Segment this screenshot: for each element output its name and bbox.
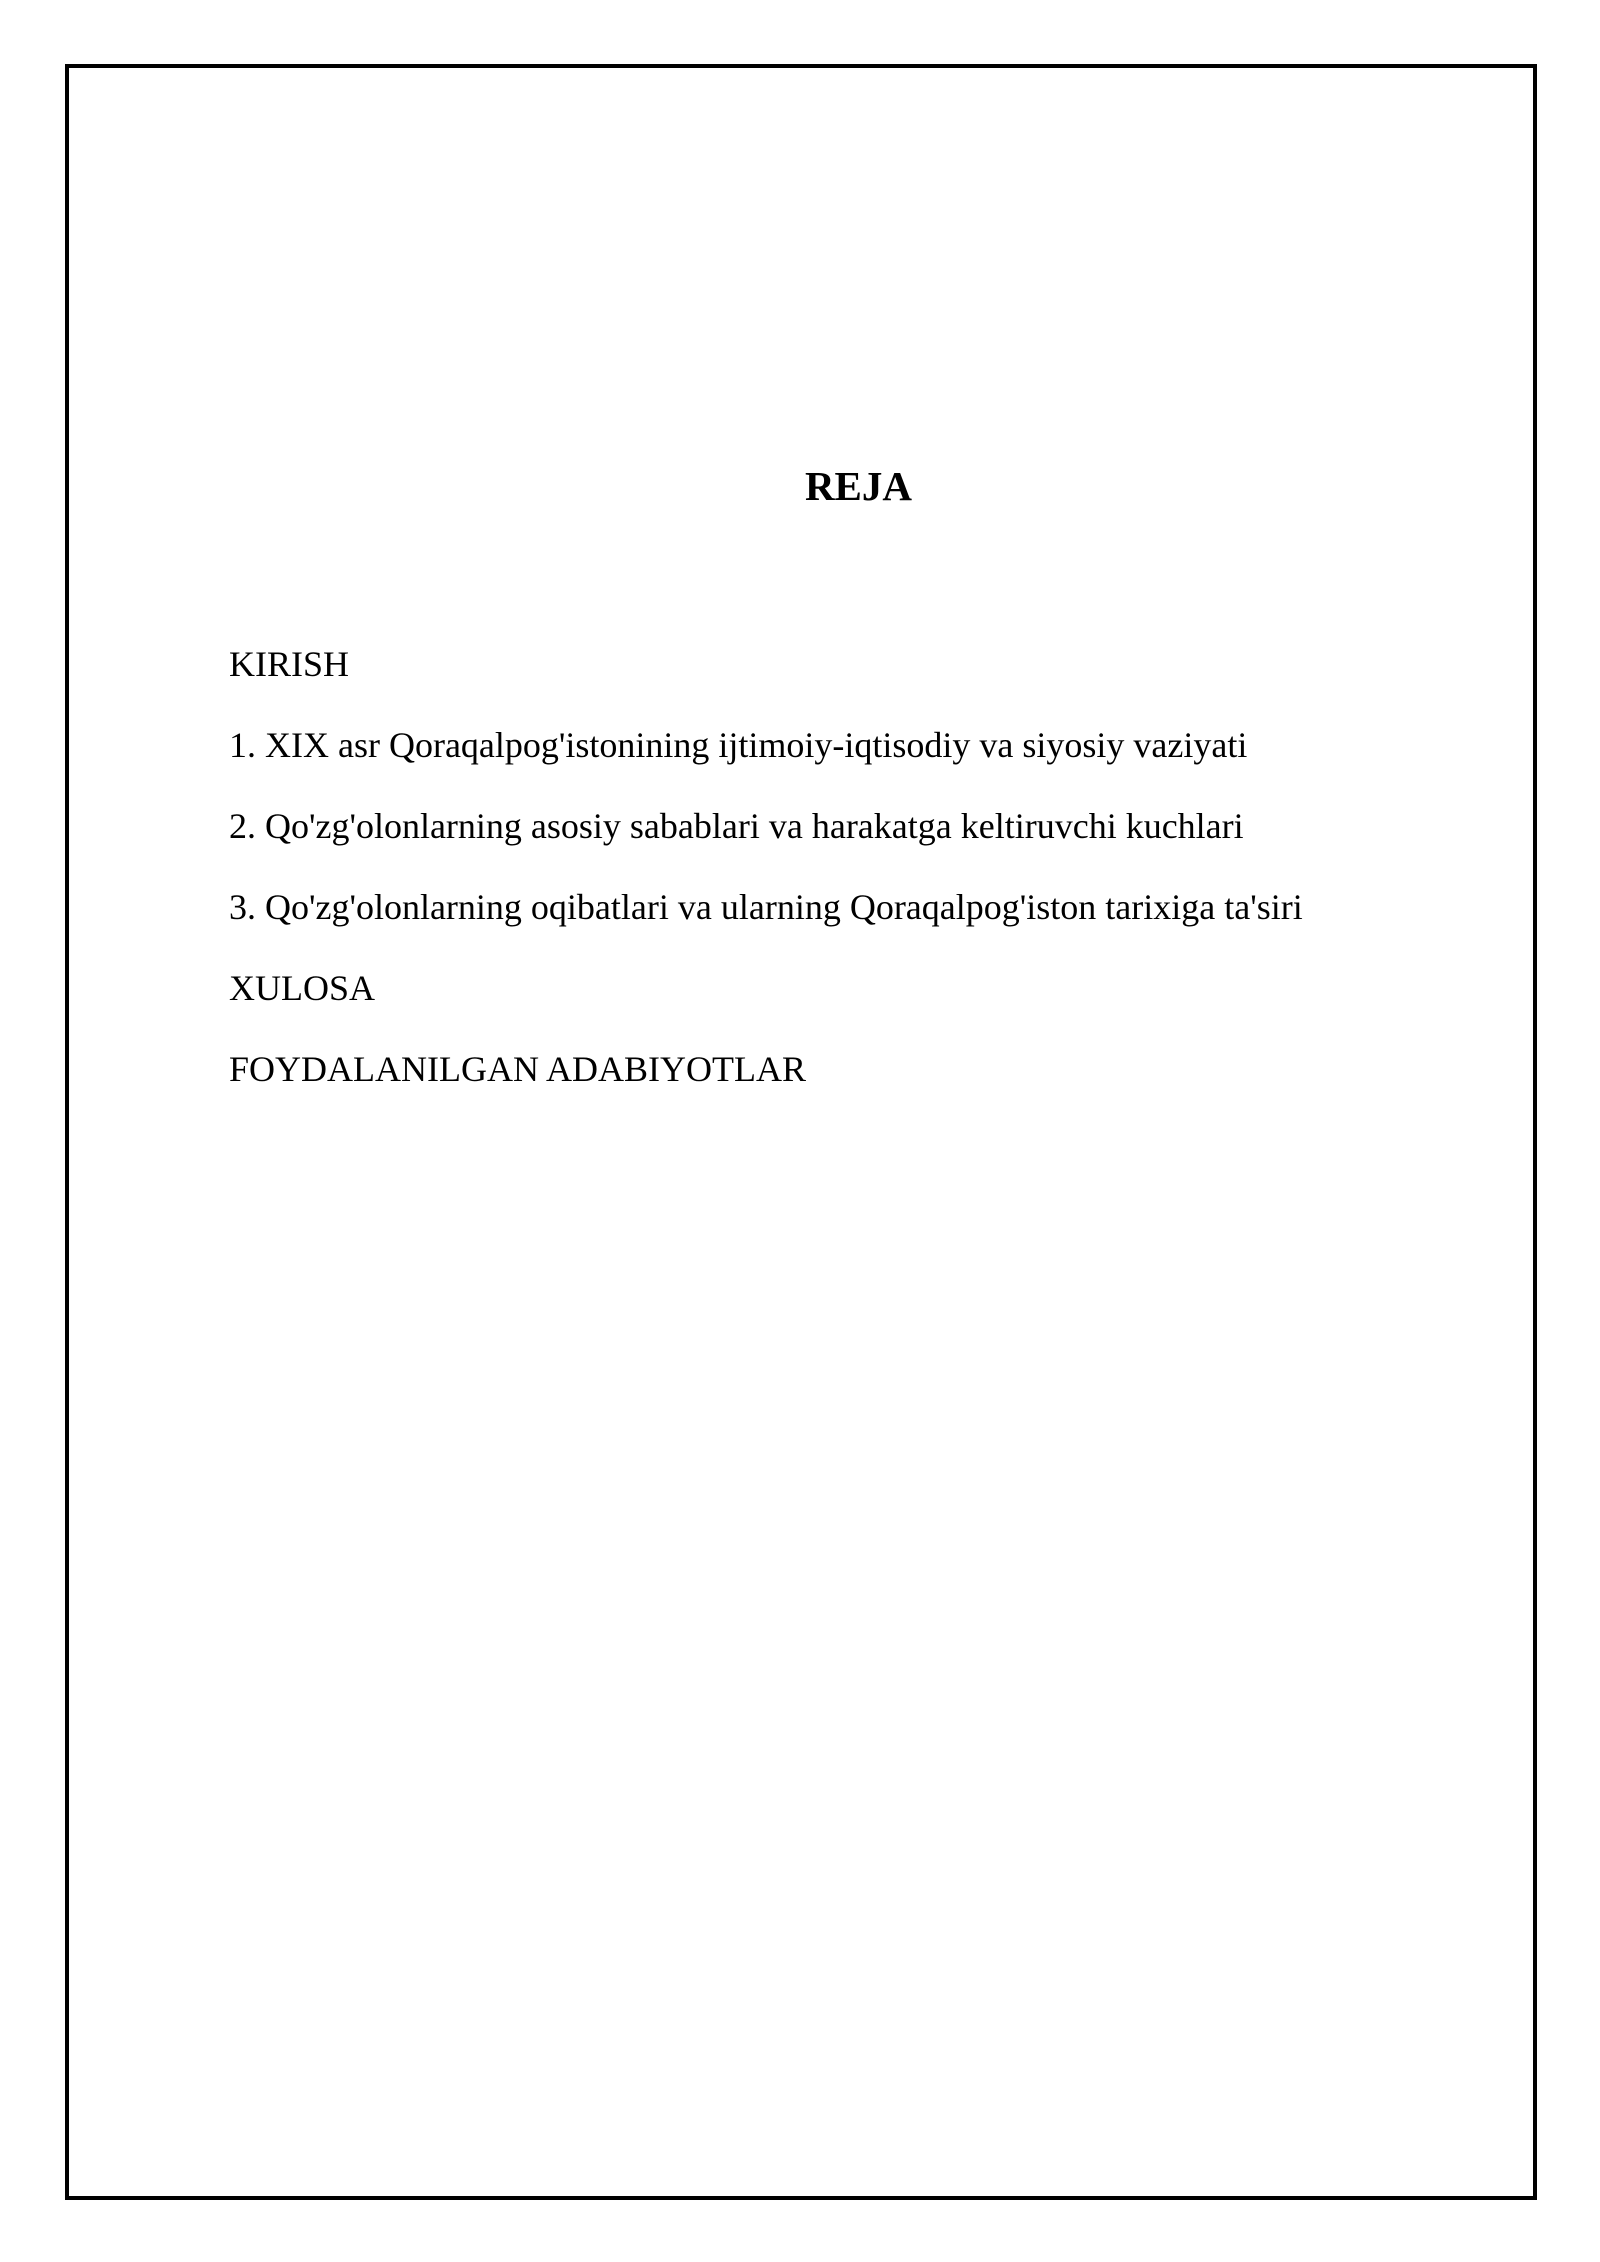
toc-item-introduction: KIRISH <box>229 644 350 684</box>
page-border <box>65 64 1537 2200</box>
toc-item-chapter-2: 2. Qo'zg'olonlarning asosiy sabablari va harakatga keltiruvchi kuchlari <box>229 806 1244 846</box>
toc-item-chapter-3: 3. Qo'zg'olonlarning oqibatlari va ularning Qoraqalpog'iston tarixiga ta'siri <box>229 887 1303 927</box>
table-of-contents <box>229 642 1479 1128</box>
toc-item-chapter-1: 1. XIX asr Qoraqalpog'istonining ijtimoiy-iqtisodiy va siyosiy vaziyati <box>229 725 1248 765</box>
toc-item-references: FOYDALANILGAN ADABIYOTLAR <box>229 1049 806 1089</box>
toc-item-conclusion: XULOSA <box>229 968 376 1008</box>
page-title: REJA <box>804 463 913 509</box>
